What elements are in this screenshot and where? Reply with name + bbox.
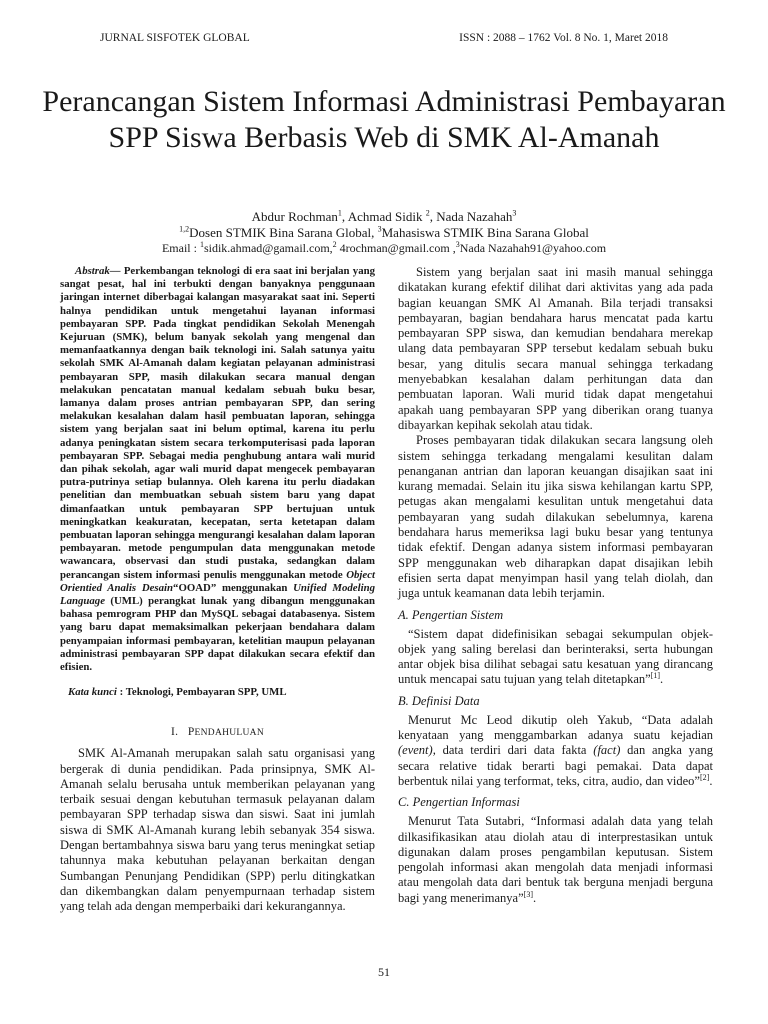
subsection-heading: B. Definisi Data	[398, 693, 480, 708]
abstract-text: Perkembangan teknologi di era saat ini berjalan yang sangat pesat, hal ini terbukti dengan banyaknya penggunaan jaringan internet diberbagai kalangan masyarakat saat ini. Seperti halnya pendidikan untuk mengetahui layanan informasi pembayaran SPP. Pada tingkat pendidikan Sekolah Menengah Kejuruan (SMK), belum banyak sekolah yang mengenal dan memanfaatkannya dengan baik teknologi ini. Salah satunya yaitu sekolah SMK Al-Amanah dalam kegiatan pelayanan administrasi pembayaran SPP, masih dilakukan secara manual dengan melakukan pencatatan manual kedalam sebuah buku besar, lamanya dalam proses antrian pembayaran SPP, dan sering melakukan kesalahan dalam hasil pembuatan laporan, sehingga sistem yang berjalan saat ini belum optimal, karena itu perlu adanya peningkatan sistem secara terkomputerisasi pada laporan pembayaran SPP. Sebagai media penghubung antara wali murid dan pihak sekolah, agar wali murid dapat mengecek pembayaran putra-putrinya setiap bulannya. Oleh karena itu perlu diadakan penelitian dan membuatkan sebuah sistem baru yang dapat dimanfaatkan untuk pembayaran SPP bertujuan untuk meningkatkan keakuratan, kecepatan, serta ketetapan dalam pembuatan laporan sehingga mengurangi kesalahan dalam laporan pembayaran. metode pengumpulan data menggunakan metode wawancara, observasi dan studi pustaka, sedangkan dalam perancangan sistem informasi penulis menggunakan metode	[60, 265, 375, 581]
quote-text: dan angka yang secara relative tidak berarti bagi pemakai. Data dapat berbentuk nilai yang terformat, teks, citra, audio, dan video”	[398, 743, 713, 788]
email-address: Nada Nazahah91@yahoo.com	[459, 241, 607, 255]
author-name: Abdur Rochman	[251, 209, 338, 224]
definition-paragraph	[398, 713, 713, 789]
body-paragraph: Sistem yang berjalan saat ini masih manual sehingga dikatakan kurang efektif dilihat dari aktivitas yang ada pada bagian keuangan SMK Al Amanah. Bila terjadi transaksi pembayaran, bagian bendahara harus mencatat pada kartu pembayaran SPP siswa, dan kemudian bendahara merekap ulang data pembayaran SPP tersebut kedalam sebuah buku besar, yang ditulis secara manual sehingga terkadang menyebabkan kesalahan dalam perhitungan data dan pembuatan laporan. Wali murid tidak dapat mengetahui apakah uang pembayaran SPP yang diberikan orang tuanya dibayarkan kepihak sekolah atau tidak.	[398, 265, 713, 432]
abstract-italic: Object Orientied Analis Desain	[60, 568, 375, 594]
affil-sup: 3	[377, 224, 382, 234]
affiliations	[40, 225, 728, 241]
abstract-label: Abstrak—	[75, 265, 121, 277]
quote-text: Menurut Mc Leod dikutip oleh Yakub, “Data adalah kenyataan yang menggambarkan adanya suatu kejadian	[398, 712, 713, 743]
email-line	[40, 241, 728, 256]
email-address: sidik.ahmad@gamail.com,	[203, 241, 333, 255]
intro-paragraph: SMK Al-Amanah merupakan salah satu organisasi yang bergerak di dunia pendidikan. Pada prinsipnya, SMK Al-Amanah selalu berusaha untuk memberikan pelayanan yang terbaik sesuai dengan kebutuhan termasuk pelayanan dalam pembayaran SPP terhadap siswa dan siswi. Saat ini jumlah siswa di SMK Al-Amanah kurang lebih sebanyak 354 siswa. Dengan bertambahnya siswa baru yang terus meningkat setiap tahunnya maka kebutuhan pelayanan berkaitan dengan Sumbangan Penunjang Pendidikan (SPP) perlu ditingkatkan dan dikembangkan dalam penyempurnaan terhadap sistem yang telah ada dengan memperbaiki dari kekurangannya.	[60, 746, 375, 914]
email-address: 4rochman@gmail.com ,	[336, 241, 456, 255]
page-number: 51	[378, 965, 390, 979]
quote-text: data terdiri dari data fakta	[435, 743, 594, 758]
email-sup: 3	[455, 240, 460, 249]
abstract-text: “OOAD” menggunakan	[173, 581, 294, 594]
affil-text: Dosen STMIK Bina Sarana Global,	[189, 225, 378, 240]
quote-italic: (fact)	[593, 743, 621, 758]
affil-sup: 1,2	[179, 224, 190, 234]
right-column	[398, 265, 713, 906]
quote-text: “Sistem dapat didefinisikan sebagai sekumpulan objek-objek yang saling berelasi dan berinteraksi, serta hubungan antar objek bisa dilihat sebagai satu kesatuan yang dirancang untuk mencapai satu tujuan yang telah ditetapkan”	[398, 626, 713, 687]
author-name: , Achmad Sidik	[341, 209, 426, 224]
subsection-heading: C. Pengertian Informasi	[398, 795, 520, 810]
keywords-label: Kata kunci	[68, 686, 117, 699]
author-sup: 2	[425, 208, 430, 218]
author-name: , Nada Nazahah	[429, 209, 513, 224]
email-label: Email :	[161, 241, 200, 255]
issn-info: ISSN : 2088 – 1762 Vol. 8 No. 1, Maret 2018	[459, 32, 668, 44]
quote-text: Menurut Tata Sutabri, “Informasi adalah data yang telah dilkasifikasikan atau diolah atau di interprestasikan untuk digunakan dalam proses pengambilan keputusan. Sistem pengolah informasi akan mengolah data menjadi informasi atau mengolah data dari bentuk tak berguna menjadi berguna bagi yang menerimanya”	[398, 814, 713, 905]
citation: [2]	[699, 772, 710, 782]
affil-text: Mahasiswa STMIK Bina Sarana Global	[381, 225, 589, 240]
citation: [1]	[650, 671, 661, 681]
author-sup: 3	[512, 208, 517, 218]
quote-text: .	[532, 890, 537, 905]
definition-paragraph	[398, 814, 713, 906]
abstract-italic: Unified Modeling Language	[60, 581, 375, 608]
abstract-text: (UML) perangkat lunak yang dibangun menggunakan bahasa pemrogram PHP dan MySQL sebagai databasenya. Sistem yang baru dapat memaksimalkan pekerjaan bendahara dalam penyampaian informasi pembayaran, ketelitian maupun pelayanan administrasi pembayaran SPP dapat dilakukan secara efektif dan efisien.	[60, 595, 375, 674]
section-title-rest: ENDAHULUAN	[194, 728, 265, 739]
left-column	[60, 265, 375, 915]
subsection-heading: A. Pengertian Sistem	[398, 607, 504, 622]
citation: [3]	[523, 889, 533, 899]
section-heading	[60, 726, 375, 738]
quote-text: .	[709, 773, 713, 788]
abstract	[60, 265, 375, 674]
keywords-text: : Teknologi, Pembayaran SPP, UML	[116, 686, 287, 699]
body-paragraph: Proses pembayaran tidak dilakukan secara langsung oleh sistem sehingga terkadang mengalami kesulitan dalam penanganan antrian dan laporan keuangan disajikan saat ini kurang memadai. Selain itu jika siswa kehilangan kartu SPP, petugas akan mengalami kesulitan untuk mengetahui data pembayaran yang sudah dilakukan sebelumnya, karena bendahara harus memeriksa lagi buku besar yang tentunya tidak efektif. Dengan adanya sistem informasi pembayaran SPP menggunakan web diharapkan dapat disajikan lebih efisien serta dapat menyimpan hasil yang telah diolah, dan juga untuk keamanan data lebih terjamin.	[398, 433, 713, 601]
section-title-initial: P	[187, 726, 195, 739]
definition-paragraph: “Sistem dapat didefinisikan sebagai sekumpulan objek-objek yang saling berelasi dan berinteraksi, serta hubungan antar objek bisa dilihat sebagai satu kesatuan yang dirancang untuk mencapai satu tujuan yang telah ditetapkan”[1].	[398, 626, 713, 687]
keywords	[60, 686, 375, 699]
journal-name: JURNAL SISFOTEK GLOBAL	[100, 32, 250, 44]
section-number: I.	[170, 726, 179, 739]
email-sup: 1	[199, 240, 204, 249]
running-header	[100, 32, 668, 44]
email-sup: 2	[332, 240, 337, 249]
author-sup: 1	[337, 208, 342, 218]
author-list	[40, 209, 728, 225]
paper-title: Perancangan Sistem Informasi Administrasi Pembayaran SPP Siswa Berbasis Web di SMK Al-Amanah	[42, 85, 726, 154]
quote-italic: (event),	[398, 743, 436, 758]
